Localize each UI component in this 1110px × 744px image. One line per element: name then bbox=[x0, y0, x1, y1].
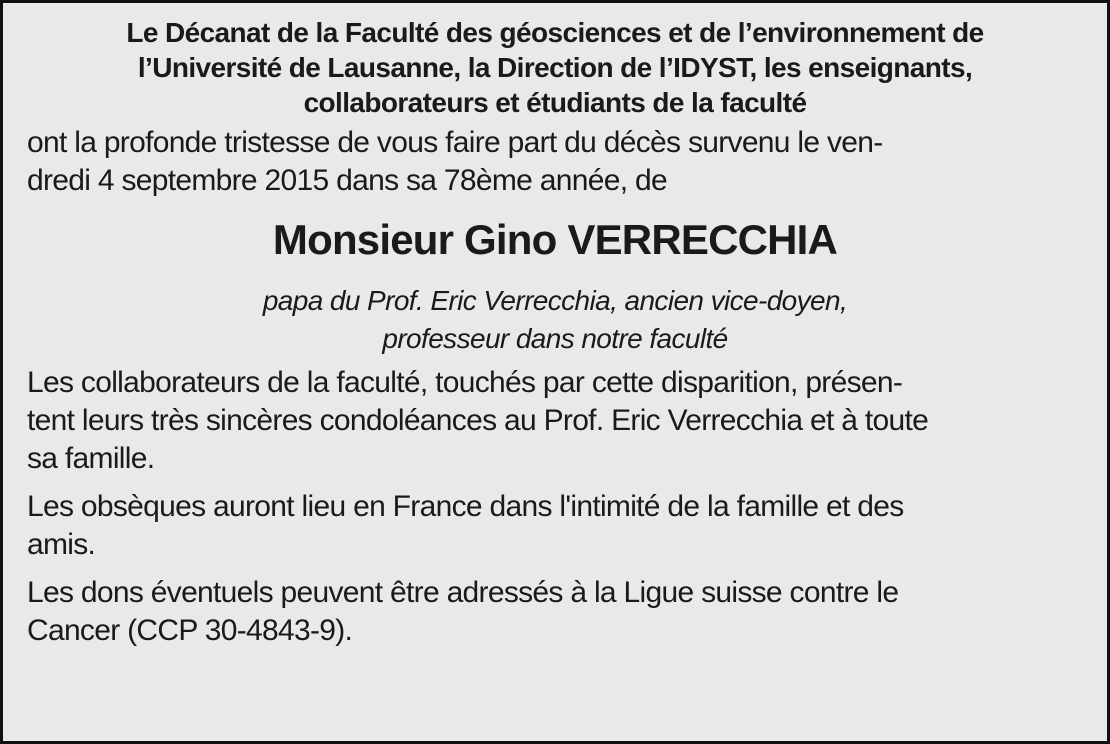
condolences-line: Les collaborateurs de la faculté, touchés par cette disparition, présen- bbox=[27, 366, 903, 399]
notice-header bbox=[27, 15, 1083, 120]
announcement-line: ont la profonde tristesse de vous faire part du décès survenu le ven- bbox=[27, 126, 883, 159]
announcement-line: dredi 4 septembre 2015 dans sa 78ème année, de bbox=[27, 164, 667, 197]
header-line: Le Décanat de la Faculté des géosciences et de l’environnement de bbox=[126, 17, 984, 48]
donations-paragraph bbox=[27, 574, 1083, 650]
condolences-paragraph bbox=[27, 364, 1083, 478]
donations-line: Cancer (CCP 30-4843-9). bbox=[27, 614, 353, 647]
relation-line: professeur dans notre faculté bbox=[382, 323, 728, 354]
relation-line: papa du Prof. Eric Verrecchia, ancien vice-doyen, bbox=[262, 285, 848, 316]
deceased-name: Monsieur Gino VERRECCHIA bbox=[272, 216, 838, 263]
funeral-line: amis. bbox=[27, 528, 96, 561]
funeral-line: Les obsèques auront lieu en France dans l'intimité de la famille et des bbox=[27, 490, 904, 523]
header-line: l’Université de Lausanne, la Direction de l’IDYST, les enseignants, bbox=[137, 52, 973, 83]
header-line: collaborateurs et étudiants de la faculté bbox=[303, 87, 807, 118]
relation-statement bbox=[27, 282, 1083, 358]
announcement-paragraph bbox=[27, 124, 1083, 200]
funeral-paragraph bbox=[27, 488, 1083, 564]
condolences-line: tent leurs très sincères condoléances au Prof. Eric Verrecchia et à toute bbox=[27, 404, 929, 437]
donations-line: Les dons éventuels peuvent être adressés à la Ligue suisse contre le bbox=[27, 576, 899, 609]
condolences-line: sa famille. bbox=[27, 442, 155, 475]
